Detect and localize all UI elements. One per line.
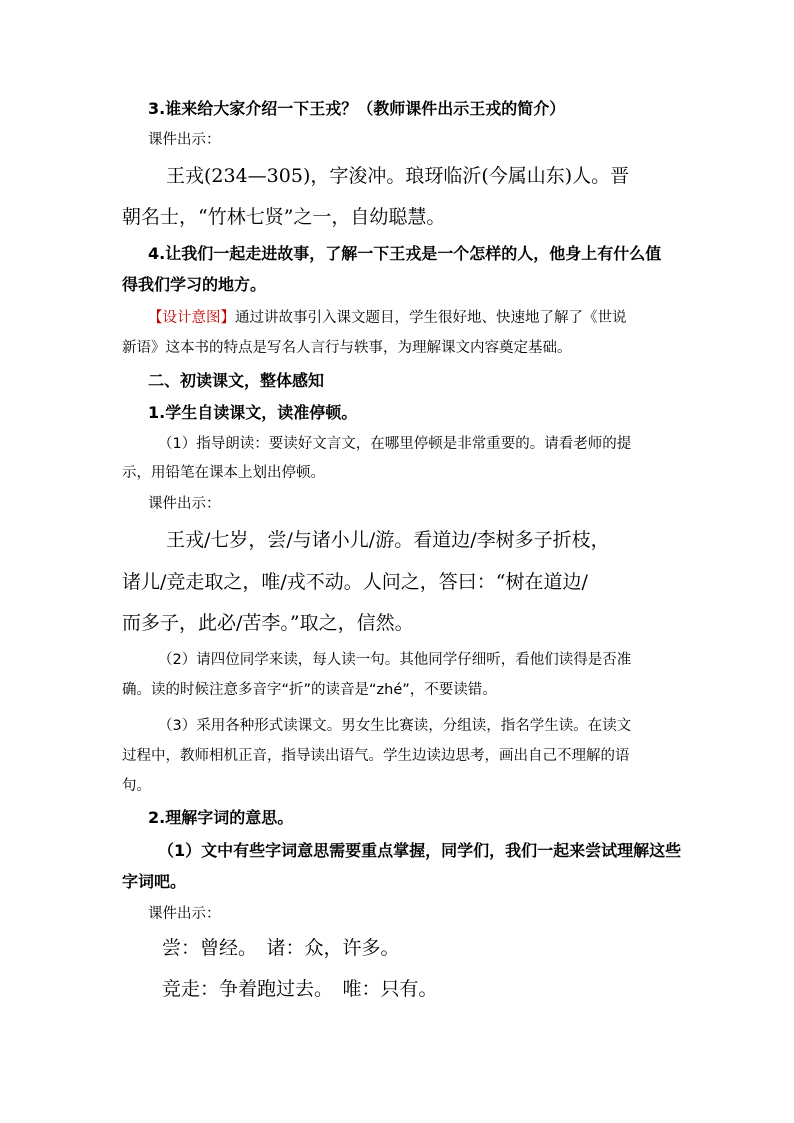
classical-text-line-3: 而多子，此必/苦李。”取之，信然。 bbox=[122, 612, 414, 634]
design-intent-line-1 bbox=[148, 306, 627, 327]
wangrong-intro-line-1: 王戎(234—305)，字浚冲。琅玡临沂(今属山东)人。晋 bbox=[166, 165, 630, 187]
paragraph-4-line-1: （1）文中有些字词意思需要重点掌握，同学们，我们一起来尝试理解这些 bbox=[158, 841, 682, 860]
paragraph-4-line-2: 字词吧。 bbox=[122, 872, 187, 891]
design-intent-tag: 【设计意图】 bbox=[148, 310, 235, 326]
definition-line-1: 尝：曾经。 诸：众，许多。 bbox=[162, 937, 400, 959]
question-3: 3.谁来给大家介绍一下王戎？（教师课件出示王戎的简介） bbox=[148, 99, 566, 118]
paragraph-2-line-1: （2）请四位同学来读，每人读一句。其他同学仔细听，看他们读得是否准 bbox=[158, 652, 632, 668]
paragraph-3-line-2: 过程中，教师相机正音，指导读出语气。学生边读边思考，画出自己不理解的语 bbox=[122, 748, 630, 764]
courseware-label: 课件出示： bbox=[148, 906, 221, 922]
paragraph-3-line-1: （3）采用各种形式读课文。男女生比赛读，分组读，指名学生读。在读文 bbox=[158, 718, 632, 734]
section-2-heading: 二、初读课文，整体感知 bbox=[148, 371, 325, 390]
courseware-label: 课件出示： bbox=[148, 132, 221, 148]
paragraph-2-line-2: 确。读的时候注意多音字“折”的读音是“zhé”，不要读错。 bbox=[122, 682, 497, 698]
question-4-line-1: 4.让我们一起走进故事，了解一下王戎是一个怎样的人，他身上有什么值 bbox=[148, 244, 662, 263]
paragraph-1-line-1: （1）指导朗读：要读好文言文，在哪里停顿是非常重要的。请看老师的提 bbox=[158, 436, 632, 452]
definition-line-2: 竞走：争着跑过去。 唯：只有。 bbox=[162, 978, 438, 1000]
courseware-label: 课件出示： bbox=[148, 496, 221, 512]
classical-text-line-2: 诸儿/竞走取之，唯/戎不动。人问之，答曰：“树在道边/ bbox=[122, 571, 588, 593]
design-intent-line-2: 新语》这本书的特点是写名人言行与轶事，为理解课文内容奠定基础。 bbox=[122, 340, 572, 356]
step-1-heading: 1.学生自读课文，读准停顿。 bbox=[148, 403, 358, 422]
wangrong-intro-line-2: 朝名士，“竹林七贤”之一，自幼聪慧。 bbox=[122, 206, 446, 228]
question-4-line-2: 得我们学习的地方。 bbox=[122, 275, 267, 294]
step-2-heading: 2.理解字词的意思。 bbox=[148, 808, 294, 827]
design-intent-text: 通过讲故事引入课文题目，学生很好地、快速地了解了《世说 bbox=[235, 310, 627, 326]
classical-text-line-1: 王戎/七岁，尝/与诸小儿/游。看道边/李树多子折枝， bbox=[166, 529, 610, 551]
paragraph-3-line-3: 句。 bbox=[122, 778, 151, 794]
paragraph-1-line-2: 示，用铅笔在课本上划出停顿。 bbox=[122, 465, 325, 481]
